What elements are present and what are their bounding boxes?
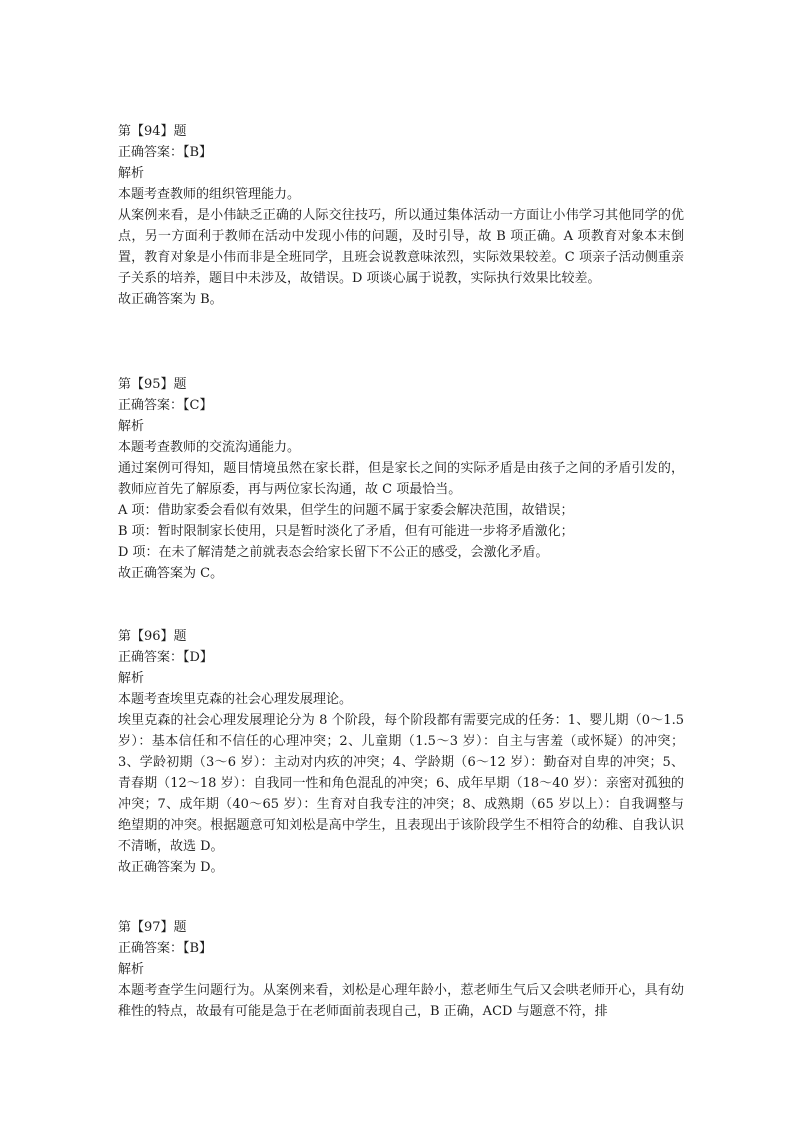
conclusion-line: 故正确答案为 B。	[118, 292, 223, 307]
option-b-explanation: B 项：暂时限制家长使用，只是暂时淡化了矛盾，但有可能进一步将矛盾激化；	[118, 524, 574, 539]
correct-answer: 正确答案：【B】	[118, 145, 213, 160]
analysis-label: 解析	[118, 671, 145, 686]
conclusion-line: 故正确答案为 C。	[118, 566, 224, 581]
analysis-label: 解析	[118, 419, 145, 434]
topic-line: 本题考查埃里克森的社会心理发展理论。	[118, 692, 353, 707]
question-95	[118, 374, 684, 584]
question-94	[118, 121, 684, 310]
question-number: 第【95】题	[118, 377, 187, 392]
option-a-explanation: A 项：借助家委会看似有效果，但学生的问题不属于家委会解决范围，故错误；	[118, 503, 574, 518]
correct-answer: 正确答案：【D】	[118, 650, 213, 665]
correct-answer: 正确答案：【C】	[118, 398, 213, 413]
question-97	[118, 917, 684, 1022]
option-d-explanation: D 项：在未了解清楚之前就表态会给家长留下不公正的感受，会激化矛盾。	[118, 545, 549, 560]
question-number: 第【97】题	[118, 920, 187, 935]
topic-line: 本题考查教师的交流沟通能力。	[118, 440, 301, 455]
question-number: 第【94】题	[118, 124, 187, 139]
question-96	[118, 626, 684, 878]
analysis-label: 解析	[118, 166, 145, 181]
topic-line: 本题考查教师的组织管理能力。	[118, 187, 301, 202]
conclusion-line: 故正确答案为 D。	[118, 860, 224, 875]
analysis-paragraph: 埃里克森的社会心理发展理论分为 8 个阶段，每个阶段都有需要完成的任务：1、婴儿期（0～1.5 岁）：基本信任和不信任的心理冲突；2、儿童期（1.5～3 岁）：自主与害羞（或怀疑）的冲突；3、学龄初期（3～6 岁）：主动对内疚的冲突；4、学龄期（6～12 岁）：勤奋对自卑的冲突；5、青春期（12～18 岁）：自我同一性和角色混乱的冲突；6、成年早期（18～40 岁）：亲密对孤独的冲突；7、成年期（40～65 岁）：生育对自我专注的冲突；8、成熟期（65 岁以上）：自我调整与绝望期的冲突。根据题意可知刘松是高中学生，且表现出于该阶段学生不相符合的幼稚、自我认识不清晰，故选 D。	[118, 713, 684, 854]
analysis-label: 解析	[118, 962, 145, 977]
correct-answer: 正确答案：【B】	[118, 941, 213, 956]
analysis-paragraph: 通过案例可得知，题目情境虽然在家长群，但是家长之间的实际矛盾是由孩子之间的矛盾引发的，教师应首先了解原委，再与两位家长沟通，故 C 项最恰当。	[118, 461, 684, 497]
question-number: 第【96】题	[118, 629, 187, 644]
analysis-paragraph: 本题考查学生问题行为。从案例来看，刘松是心理年龄小，惹老师生气后又会哄老师开心，具有幼稚性的特点，故最有可能是急于在老师面前表现自己，B 正确，ACD 与题意不符，排	[118, 983, 684, 1019]
analysis-paragraph: 从案例来看，是小伟缺乏正确的人际交往技巧，所以通过集体活动一方面让小伟学习其他同学的优点，另一方面利于教师在活动中发现小伟的问题，及时引导，故 B 项正确。A 项教育对象本末倒置，教育对象是小伟而非是全班同学，且班会说教意味浓烈，实际效果较差。C 项亲子活动侧重亲子关系的培养，题目中未涉及，故错误。D 项谈心属于说教，实际执行效果比较差。	[118, 208, 684, 286]
